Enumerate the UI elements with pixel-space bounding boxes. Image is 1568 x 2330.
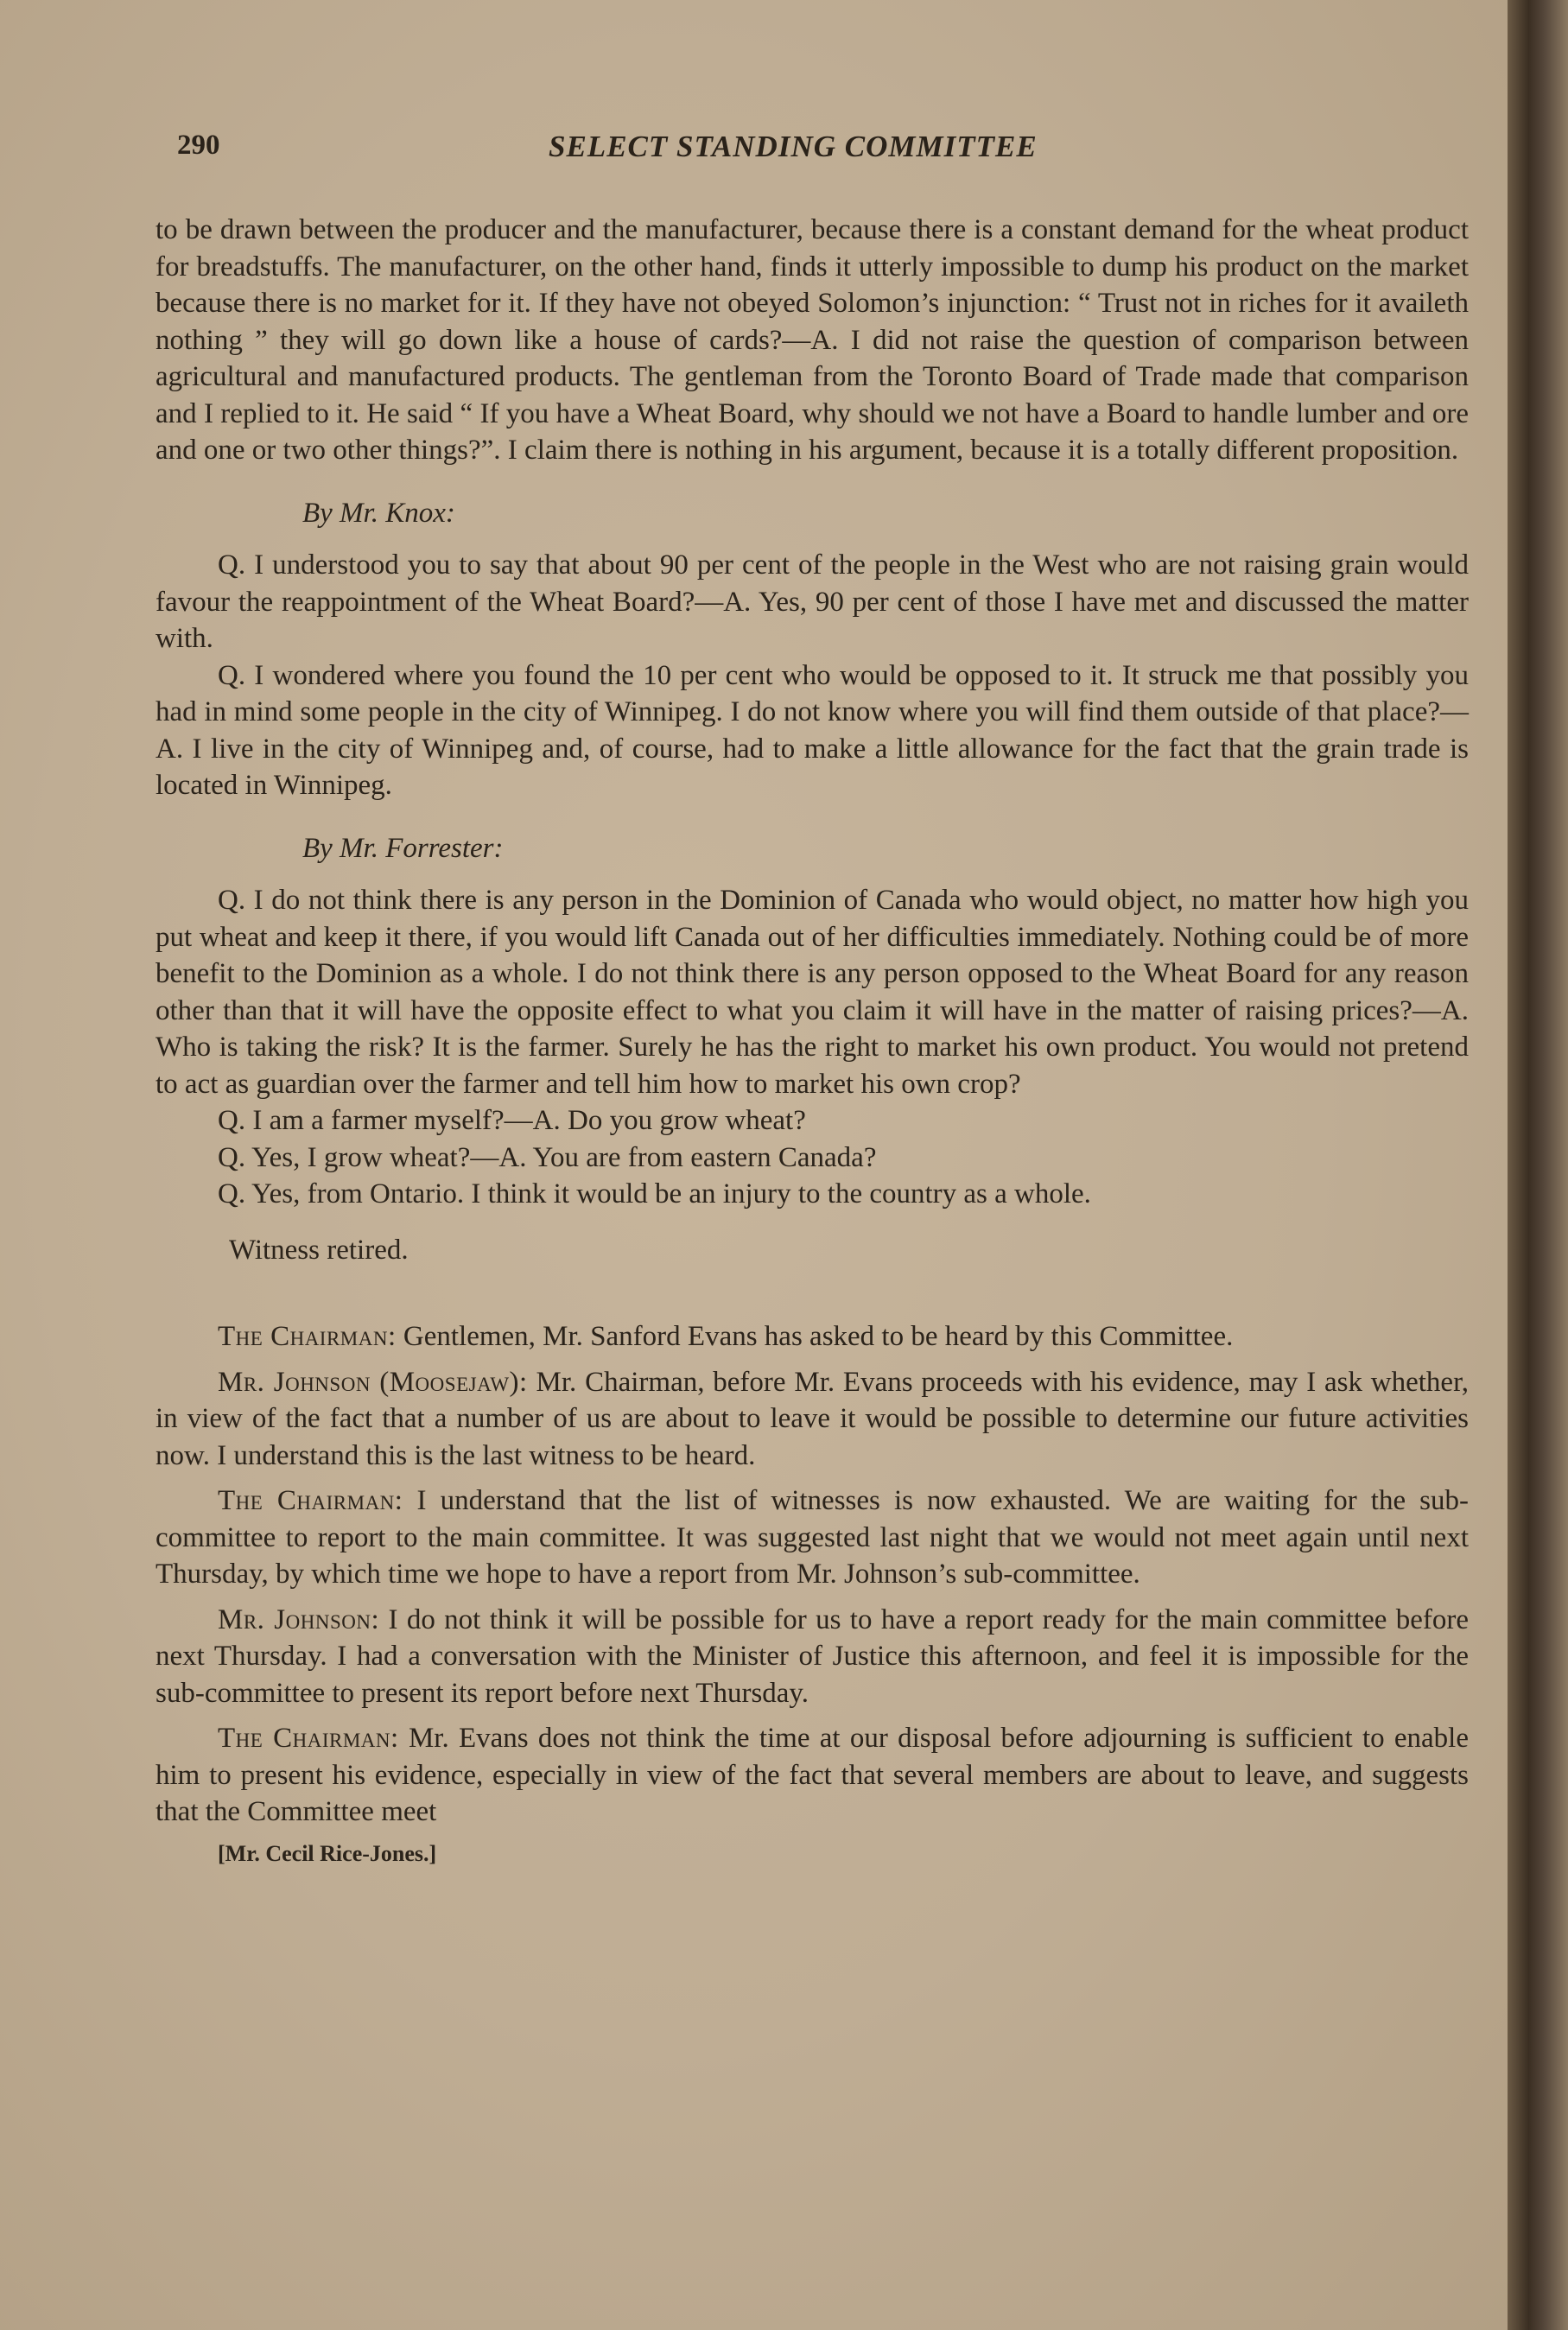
question-paragraph: Q. I do not think there is any person in the Dominion of Canada who would object, no matter how high you put wheat and keep it there, if you would lift Canada out of her difficulties immediately. Nothing could be of more benefit to the Dominion as a whole. I do not think there is any person opposed to the Wheat Board for any reason other than that it will have the opposite effect to what you claim it will have in the matter of raising prices?—A. Who is taking the risk? It is the farmer. Surely he has the right to market his own product. You would not pretend to act as guardian over the farmer and tell him how to market his own crop?	[156, 885, 1469, 1100]
question-paragraph: Q. Yes, I grow wheat?—A. You are from eastern Canada?	[218, 1141, 877, 1173]
document-body	[156, 212, 1469, 1872]
speech-paragraph	[156, 1720, 1469, 1831]
page-header	[177, 130, 1127, 181]
page-number: 290	[177, 130, 220, 161]
witness-retired: Witness retired.	[229, 1234, 409, 1266]
speaker-name: Mr. Johnson (Moosejaw):	[218, 1366, 528, 1398]
question-paragraph: Q. Yes, from Ontario. I think it would be an injury to the country as a whole.	[218, 1178, 1091, 1209]
speech-paragraph	[156, 1602, 1469, 1712]
speaker-name: The Chairman:	[218, 1485, 403, 1516]
speech-text: I do not think it will be possible for us to have a report ready for the main committee before next Thursday. I had a conversation with the Minister of Justice this afternoon, and feel it is impossible for the sub-committee to present its report before next Thursday.	[156, 1603, 1469, 1709]
paragraph-continuation: to be drawn between the producer and the manufacturer, because there is a constant demand for the wheat product for breadstuffs. The manufacturer, on the other hand, finds it utterly impossible to dump his product on the market because there is no market for it. If they have not obeyed Solomon’s injunction: “ Trust not in riches for it availeth nothing ” they will go down like a house of cards?—A. I did not raise the question of comparison between agricultural and manufactured products. The gentleman from the Toronto Board of Trade made that comparison and I replied to it. He said “ If you have a Wheat Board, why should we not have a Board to handle lumber and ore and one or two other things?”. I claim there is nothing in his argument, because it is a totally different proposition.	[156, 214, 1469, 466]
speech-text: Mr. Chairman, before Mr. Evans proceeds with his evidence, may I ask whether, in view of the fact that a number of us are about to leave it would be possible to determine our future activities now. I understand this is the last witness to be heard.	[156, 1366, 1469, 1471]
speaker-name: The Chairman:	[218, 1723, 399, 1754]
speech-text: Mr. Evans does not think the time at our disposal before adjourning is sufficient to enable him to present his evidence, especially in view of the fact that several members are about to leave, and suggests that the Committee meet	[156, 1723, 1469, 1827]
speaker-name: The Chairman:	[218, 1321, 397, 1352]
speech-text: Gentlemen, Mr. Sanford Evans has asked to be heard by this Committee.	[396, 1321, 1234, 1352]
speech-paragraph	[156, 1364, 1469, 1475]
speech-paragraph	[156, 1482, 1469, 1593]
question-paragraph: Q. I understood you to say that about 90 per cent of the people in the West who are not raising grain would favour the reappointment of the Wheat Board?—A. Yes, 90 per cent of those I have met and discussed the matter with.	[156, 549, 1469, 654]
section-heading-knox: By Mr. Knox:	[302, 497, 455, 529]
question-paragraph: Q. I wondered where you found the 10 per cent who would be opposed to it. It struck me that possibly you had in mind some people in the city of Winnipeg. I do not know where you will find them outside of that place?—A. I live in the city of Winnipeg and, of course, had to make a little allowance for the fact that the grain trade is located in Winnipeg.	[156, 659, 1469, 801]
speech-paragraph	[156, 1318, 1469, 1355]
question-paragraph: Q. I am a farmer myself?—A. Do you grow wheat?	[218, 1105, 806, 1136]
running-title: SELECT STANDING COMMITTEE	[549, 130, 1038, 163]
book-binding-edge	[1508, 0, 1568, 2330]
section-heading-forrester: By Mr. Forrester:	[302, 832, 504, 864]
speech-text: I understand that the list of witnesses is now exhausted. We are waiting for the sub-committee to report to the main committee. It was suggested last night that we would not meet again until next Thursday, by which time we hope to have a report from Mr. Johnson’s sub-committee.	[156, 1485, 1470, 1590]
page-footer-witness: [Mr. Cecil Rice-Jones.]	[218, 1840, 437, 1866]
speaker-name: Mr. Johnson:	[218, 1603, 380, 1635]
